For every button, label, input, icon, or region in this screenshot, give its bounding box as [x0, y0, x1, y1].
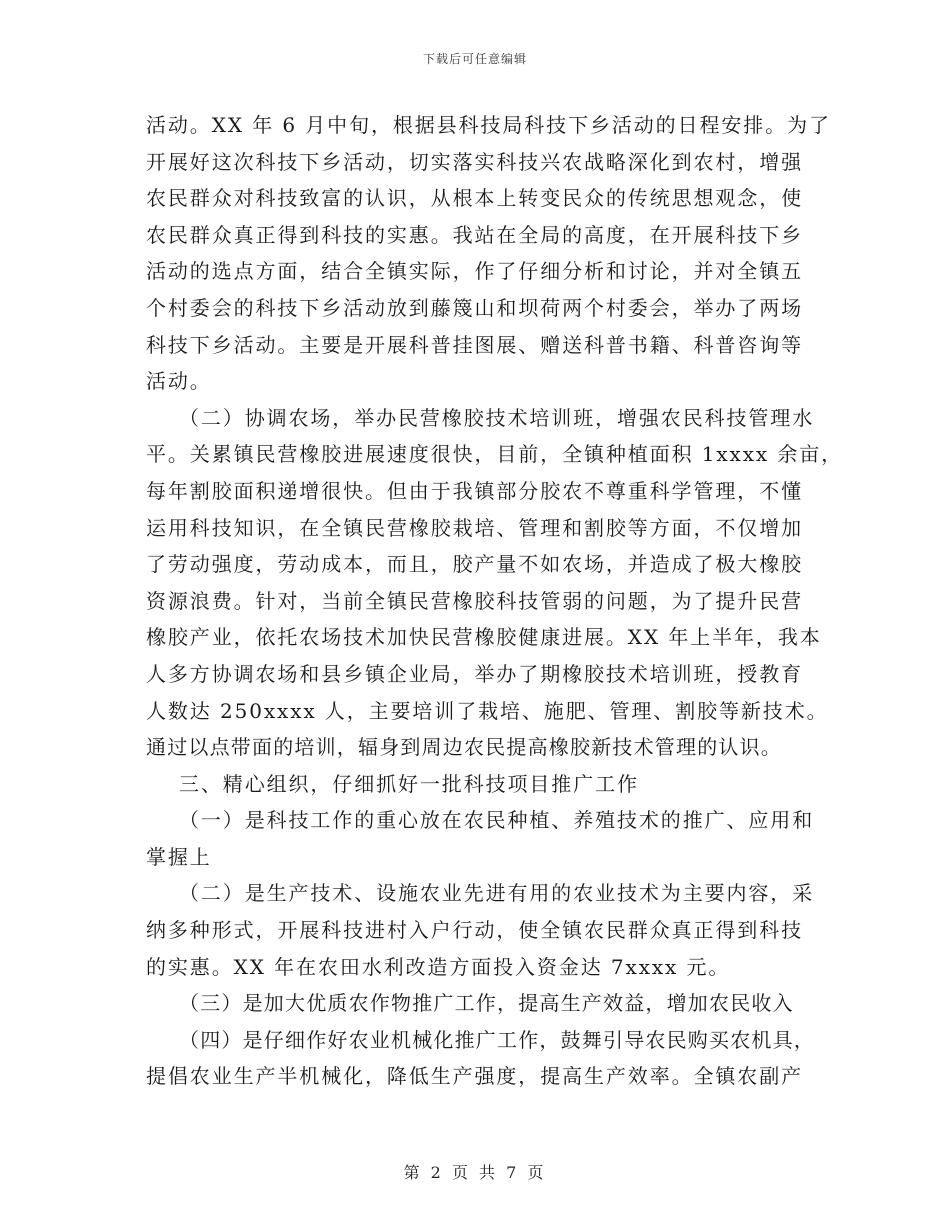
body-line: 活动的选点方面，结合全镇实际，作了仔细分析和讨论，并对全镇五 — [146, 259, 803, 284]
body-line: 活动。 — [146, 369, 212, 394]
page-number: 第 2 页 共 7 页 — [403, 1163, 547, 1182]
section-heading: 三、精心组织，仔细抓好一批科技项目推广工作 — [179, 771, 639, 796]
paragraph-start-line: （二）协调农场，举办民营橡胶技术培训班，增强农民科技管理水 — [179, 405, 815, 430]
document-body — [146, 107, 844, 1095]
body-line: 资源浪费。针对，当前全镇民营橡胶科技管弱的问题，为了提升民营 — [146, 588, 803, 613]
body-line: 每年割胶面积递增很快。但由于我镇部分胶农不尊重科学管理，不懂 — [146, 478, 803, 503]
body-line: 通过以点带面的培训，辐身到周边农民提高橡胶新技术管理的认识。 — [146, 735, 782, 760]
body-line: 农民群众对科技致富的认识，从根本上转变民众的传统思想观念，使 — [146, 186, 803, 211]
body-line: 的实惠。XX 年在农田水利改造方面投入资金达 7xxxx 元。 — [146, 954, 731, 979]
body-line: 平。关累镇民营橡胶进展速度很快，目前，全镇种植面积 1xxxx 余亩， — [146, 442, 844, 467]
body-line: 个村委会的科技下乡活动放到藤篾山和坝荷两个村委会，举办了两场 — [146, 295, 803, 320]
page-header-note: 下载后可任意编辑 — [422, 52, 527, 66]
paragraph-start-line: （一）是科技工作的重心放在农民种植、养殖技术的推广、应用和 — [179, 808, 815, 833]
body-line: 活动。XX 年 6 月中旬，根据县科技局科技下乡活动的日程安排。为了 — [146, 113, 831, 137]
body-line: 人多方协调农场和县乡镇企业局，举办了期橡胶技术培训班，授教育 — [146, 661, 803, 686]
body-line: 开展好这次科技下乡活动，切实落实科技兴农战略深化到农村，增强 — [146, 149, 803, 174]
body-line: 掌握上 — [146, 844, 212, 869]
paragraph-start-line: （三）是加大优质农作物推广工作，提高生产效益，增加农民收入 — [179, 991, 794, 1016]
paragraph-start-line: （二）是生产技术、设施农业先进有用的农业技术为主要内容，采 — [179, 881, 815, 906]
body-line: 农民群众真正得到科技的实惠。我站在全局的高度，在开展科技下乡 — [146, 222, 803, 247]
body-line: 科技下乡活动。主要是开展科普挂图展、赠送科普书籍、科普咨询等 — [146, 332, 803, 357]
body-line: 橡胶产业，依托农场技术加快民营橡胶健康进展。XX 年上半年，我本 — [146, 625, 822, 650]
body-line: 人数达 250xxxx 人，主要培训了栽培、施肥、管理、割胶等新技术。 — [146, 698, 829, 723]
paragraph-start-line: （四）是仔细作好农业机械化推广工作，鼓舞引导农民购买农机具， — [179, 1027, 815, 1052]
body-line: 了劳动强度，劳动成本，而且，胶产量不如农场，并造成了极大橡胶 — [146, 552, 803, 577]
body-line: 提倡农业生产半机械化，降低生产强度，提高生产效率。全镇农副产 — [146, 1064, 803, 1089]
body-line: 纳多种形式，开展科技进村入户行动，使全镇农民群众真正得到科技 — [146, 918, 803, 943]
body-line: 运用科技知识，在全镇民营橡胶栽培、管理和割胶等方面，不仅增加 — [146, 515, 803, 540]
